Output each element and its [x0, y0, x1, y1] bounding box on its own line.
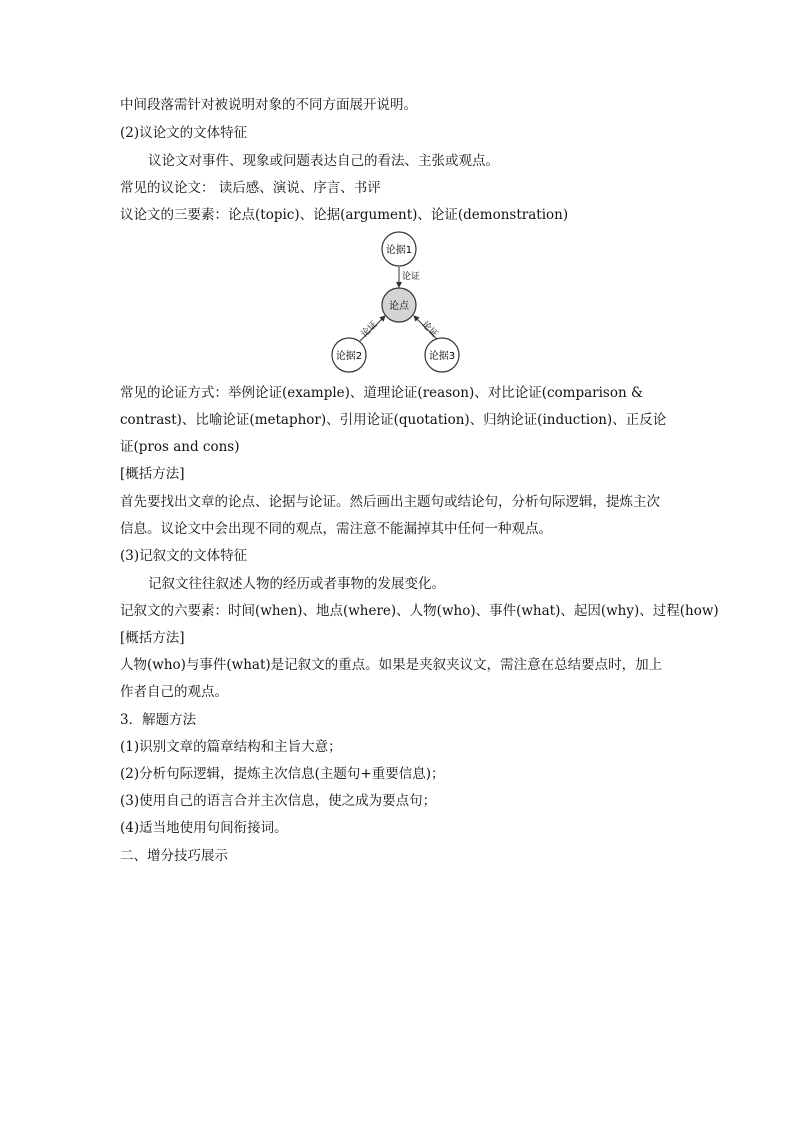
text-line-expository-middle: 中间段落需针对被说明对象的不同方面展开说明。 [120, 97, 417, 113]
list-item-step-2: (2)分析句际逻辑，提炼主次信息(主题句+重要信息)； [120, 766, 445, 782]
node-thesis-label: 论点 [389, 301, 409, 312]
node-evidence-3-label: 论据3 [428, 351, 456, 362]
edge-label-left: 论证 [359, 319, 380, 340]
heading-solving-methods: 3．解题方法 [120, 712, 197, 728]
text-line-argument-methods-2: contrast)、比喻论证(metaphor)、引用论证(quotation)、归纳论证(induction)、正反论 [120, 412, 667, 428]
text-line-summary-argumentative-1: 首先要找出文章的论点、论据与论证。然后画出主题句或结论句，分析句际逻辑，提炼主次 [120, 494, 660, 510]
heading-summary-method-2: [概括方法] [120, 630, 185, 646]
text-line-argumentative-definition: 议论文对事件、现象或问题表达自己的看法、主张或观点。 [148, 153, 499, 169]
heading-narrative-features: (3)记叙文的文体特征 [120, 548, 248, 564]
text-line-summary-argumentative-2: 信息。议论文中会出现不同的观点，需注意不能漏掉其中任何一种观点。 [120, 521, 552, 537]
list-item-step-1: (1)识别文章的篇章结构和主旨大意； [120, 739, 342, 755]
text-line-summary-narrative-1: 人物(who)与事件(what)是记叙文的重点。如果是夹叙夹议文，需注意在总结要点时，加上 [120, 657, 663, 673]
text-line-argumentative-elements: 议论文的三要素：论点(topic)、论据(argument)、论证(demonstration) [120, 207, 569, 223]
list-item-step-4: (4)适当地使用句间衔接词。 [120, 820, 288, 836]
node-evidence-1-label: 论据1 [385, 245, 413, 256]
list-item-step-3: (3)使用自己的语言合并主次信息，使之成为要点句； [120, 793, 437, 809]
text-line-argument-methods-1: 常见的论证方式：举例论证(example)、道理论证(reason)、对比论证(comparison & [120, 385, 643, 401]
text-line-narrative-definition: 记叙文往往叙述人物的经历或者事物的发展变化。 [148, 576, 445, 592]
text-line-argument-methods-3: 证(pros and cons) [120, 439, 240, 455]
edge-label-top: 论证 [402, 272, 421, 282]
heading-summary-method-1: [概括方法] [120, 466, 185, 482]
heading-section-two: 二、增分技巧展示 [120, 848, 228, 864]
text-line-summary-narrative-2: 作者自己的观点。 [120, 684, 228, 700]
heading-argumentative-features: (2)议论文的文体特征 [120, 125, 248, 141]
node-evidence-2-label: 论据2 [335, 351, 363, 362]
argument-structure-diagram [330, 230, 470, 375]
edge-label-right: 论证 [419, 319, 440, 340]
text-line-narrative-elements: 记叙文的六要素：时间(when)、地点(where)、人物(who)、事件(what)、起因(why)、过程(how) [120, 603, 719, 619]
text-line-argumentative-types: 常见的议论文： 读后感、演说、序言、书评 [120, 180, 381, 196]
